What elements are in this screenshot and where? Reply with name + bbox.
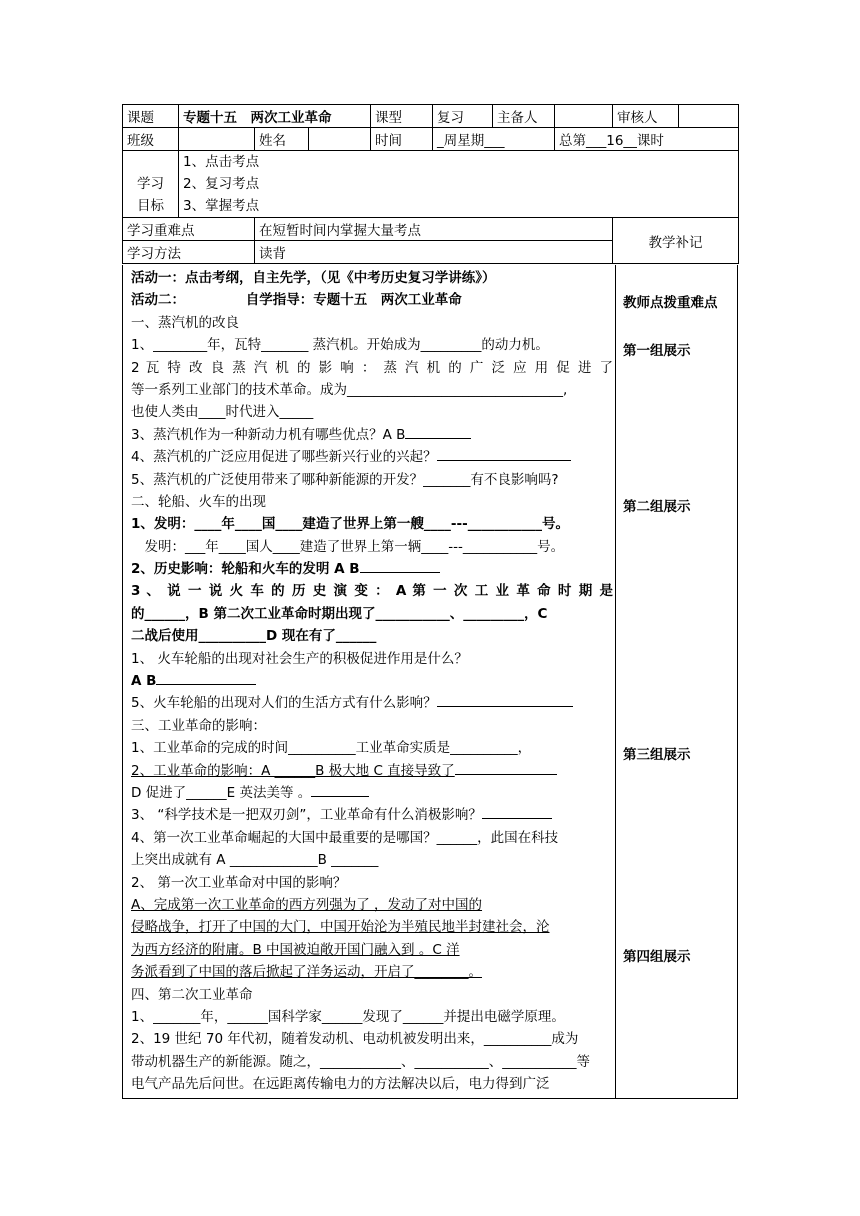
question-text: 3、蒸汽机作为一种新动力机有哪些优点？A B [131,426,406,443]
question-text: 4、蒸汽机的广泛应用促进了哪些新兴行业的兴起？ [131,449,437,466]
method-value: 读背 [255,241,613,264]
name-value [309,128,371,151]
question-line: 电气产品先后问世。在远距离传输电力的方法解决以后，电力得到广泛 [131,1076,550,1093]
goal-item: 3、掌握考点 [183,198,260,214]
question-line: 为西方经济的附庸。B 中国被迫敞开国门融入到 。C 洋 [131,941,460,958]
question-line: 2 瓦 特 改 良 蒸 汽 机 的 影 响 ： 蒸 汽 机 的 广 泛 应 用 促 进 了 [131,359,613,376]
question-line: 1、________年，瓦特_______ 蒸汽机。开始成为_________的动力机。 [131,337,549,354]
supplement-label: 教学补记 [613,218,739,264]
question-text: 3、 “科学技术是一把双刃剑”，工业革命有什么消极影响？ [131,807,482,824]
question-text: D 促进了______E 英法美等 。 [131,784,312,801]
section-heading: 三、工业革命的影响： [131,717,266,734]
question-line [131,558,613,580]
question-line [131,670,613,692]
answer-blank[interactable] [482,804,552,819]
question-line [131,760,613,782]
question-text: A B [131,673,157,690]
question-text: 5、火车轮船的出现对人们的生活方式有什么影响？ [131,695,437,712]
question-line: 1、工业革命的完成的时间__________工业革命实质是__________， [131,740,532,757]
question-line: A、完成第一次工业革命的西方列强为了 ，发动了对中国的 [131,896,483,913]
goal-item: 2、复习考点 [183,176,260,192]
method-label: 学习方法 [123,241,255,264]
difficulty-value: 在短暂时间内掌握大量考点 [255,218,613,241]
preparer-value [555,105,613,128]
question-line: 1、_______年，______国科学家______发现了______并提出电磁学原理。 [131,1008,565,1025]
lesson-type-label: 课型 [371,105,433,128]
question-line: 二战后使用__________D 现在有了______ [131,628,377,645]
difficulty-row [123,218,739,241]
side-note-group-3: 第三组展示 [623,747,691,763]
lesson-title: 专题十五 两次工业革命 [179,105,371,128]
question-line: 3 、 说 一 说 火 车 的 历 史 演 变 ： A 第 一 次 工 业 革 命 时 期 是 [131,583,613,600]
reviewer-value [679,105,739,128]
lesson-label: 课题 [123,105,179,128]
question-line [131,446,613,468]
answer-blank[interactable] [437,692,573,707]
question-line: 4、第一次工业革命崛起的大国中最重要的是哪国？______，此国在科技 [131,829,559,846]
activity-line: 活动二： 自学指导：专题十五 两次工业革命 [131,292,462,309]
header-row-2 [123,128,739,151]
side-note-group-4: 第四组展示 [623,949,691,965]
question-line: 发明：___年____国人____建造了世界上第一辆____---___________号。 [131,538,565,555]
goals-row [123,151,739,218]
preparer-label: 主备人 [493,105,555,128]
answer-blank[interactable] [360,558,440,573]
lesson-count: 总第___16__课时 [555,128,739,151]
question-line: 上突出成就有 A _____________B _______ [131,852,379,869]
question-line: 2、 第一次工业革命对中国的影响？ [131,874,347,891]
section-heading: 二、轮船、火车的出现 [131,493,266,510]
goals-label [123,151,179,218]
section-heading: 四、第二次工业革命 [131,986,253,1003]
name-label: 姓名 [255,128,309,151]
answer-blank[interactable] [405,424,471,439]
section-heading: 一、蒸汽机的改良 [131,314,239,331]
reviewer-label: 审核人 [613,105,679,128]
header-row-1 [123,105,739,128]
goals-list [179,151,739,218]
question-line: 1、发明：____年____国____建造了世界上第一艘____---___________号。 [131,516,569,533]
header-table [122,104,739,264]
difficulty-label: 学习重难点 [123,218,255,241]
side-note-group-2: 第二组展示 [623,499,691,515]
side-note-group-1: 第一组展示 [623,343,691,359]
question-line: 的______，B 第二次工业革命时期出现了___________、_________，C [131,605,548,622]
question-text: 2、工业革命的影响：A ______B 极大地 C 直接导致了 [131,762,455,779]
question-line: 也使人类由____时代进入_____ [131,404,314,421]
answer-blank[interactable] [311,782,369,797]
question-line [131,424,613,446]
question-line: 等一系列工业部门的技术革命。成为________________________________, [131,381,568,398]
goals-label-line-1: 学习 [137,176,164,192]
time-label: 时间 [371,128,433,151]
question-line: 务派看到了中国的落后掀起了洋务运动，开启了________。 [131,964,482,981]
question-line: 带动机器生产的新能源。随之，____________、___________、___________等 [131,1053,590,1070]
lesson-type-value: 复习 [433,105,493,128]
question-line: 5、蒸汽机的广泛使用带来了哪种新能源的开发？_______有不良影响吗? [131,471,559,488]
answer-blank[interactable] [437,446,571,461]
question-line [131,804,613,826]
goals-label-line-2: 目标 [137,198,164,214]
time-value: _周星期___ [433,128,555,151]
side-note-teacher: 教师点拨重难点 [623,295,718,311]
class-value [179,128,255,151]
question-text: 2、历史影响：轮船和火车的发明 A B [131,561,360,578]
activity-content [131,267,613,1095]
goal-item: 1、点击考点 [183,154,260,170]
question-line: 1、 火车轮船的出现对社会生产的积极促进作用是什么？ [131,650,468,667]
question-line [131,782,613,804]
question-line: 2、19 世纪 70 年代初，随着发动机、电动机被发明出来，__________成为 [131,1031,579,1048]
activity-section [122,265,738,1099]
answer-blank[interactable] [455,760,557,775]
question-line: 侵略战争，打开了中国的大门，中国开始沦为半殖民地半封建社会，沦 [131,919,550,936]
question-line [131,692,613,714]
answer-blank[interactable] [156,670,256,685]
activity-line: 活动一：点击考纲，自主先学，（见《中考历史复习学讲练》） [131,270,496,286]
class-label: 班级 [123,128,179,151]
column-divider [615,265,616,1099]
